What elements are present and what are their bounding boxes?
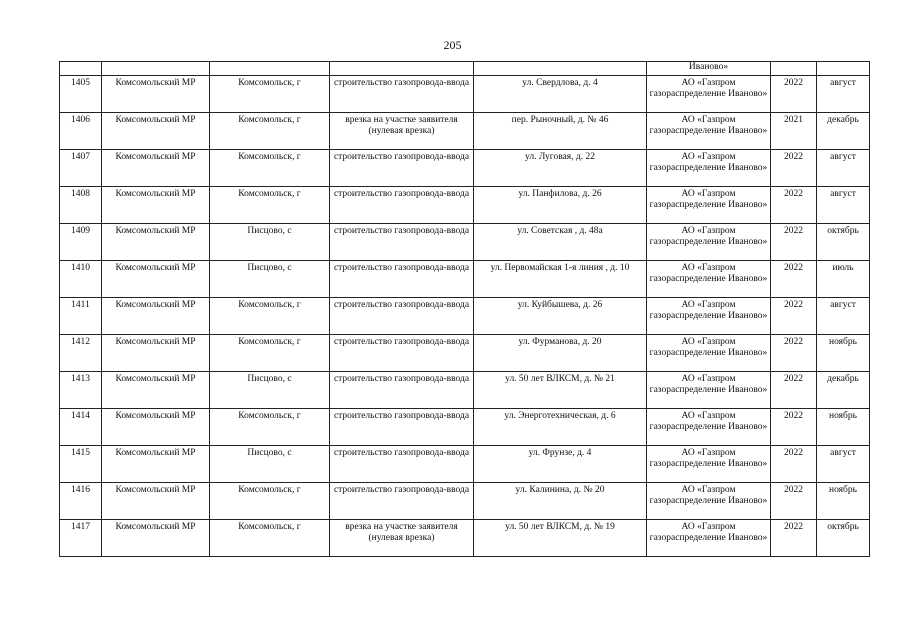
table-row [60, 483, 870, 520]
table-row [60, 446, 870, 483]
cell-organization: АО «Газпром газораспределение Иваново» [647, 298, 771, 335]
cell-organization: АО «Газпром газораспределение Иваново» [647, 187, 771, 224]
cell-year: 2022 [771, 76, 817, 113]
cell-district: Комсомольский МР [102, 224, 210, 261]
table-row [60, 113, 870, 150]
cell-district: Комсомольский МР [102, 409, 210, 446]
cell-work-type: строительство газопровода-ввода [330, 187, 474, 224]
cell-address [474, 62, 647, 76]
cell-locality: Писцово, с [210, 224, 330, 261]
cell-organization: АО «Газпром газораспределение Иваново» [647, 150, 771, 187]
cell-month: июль [817, 261, 870, 298]
cell-number: 1408 [60, 187, 102, 224]
cell-locality: Писцово, с [210, 446, 330, 483]
cell-year: 2022 [771, 261, 817, 298]
cell-month: ноябрь [817, 335, 870, 372]
cell-month: декабрь [817, 372, 870, 409]
cell-year: 2022 [771, 483, 817, 520]
continuation-row [60, 62, 870, 76]
table-row [60, 150, 870, 187]
cell-locality: Комсомольск, г [210, 187, 330, 224]
cell-year: 2022 [771, 187, 817, 224]
table-row [60, 187, 870, 224]
cell-organization: АО «Газпром газораспределение Иваново» [647, 113, 771, 150]
cell-locality: Комсомольск, г [210, 113, 330, 150]
cell-district: Комсомольский МР [102, 372, 210, 409]
cell-year: 2022 [771, 446, 817, 483]
cell-organization: Иваново» [647, 62, 771, 76]
cell-district: Комсомольский МР [102, 76, 210, 113]
cell-work-type: строительство газопровода-ввода [330, 483, 474, 520]
cell-number: 1415 [60, 446, 102, 483]
cell-number: 1409 [60, 224, 102, 261]
cell-address: ул. Фурманова, д. 20 [474, 335, 647, 372]
cell-locality: Комсомольск, г [210, 298, 330, 335]
cell-number: 1413 [60, 372, 102, 409]
cell-address: ул. Куйбышева, д. 26 [474, 298, 647, 335]
cell-number: 1417 [60, 520, 102, 557]
cell-month: август [817, 446, 870, 483]
cell-number: 1405 [60, 76, 102, 113]
cell-month: октябрь [817, 520, 870, 557]
cell-locality: Комсомольск, г [210, 150, 330, 187]
gasification-table [59, 61, 870, 557]
cell-address: ул. 50 лет ВЛКСМ, д. № 19 [474, 520, 647, 557]
cell-district: Комсомольский МР [102, 335, 210, 372]
cell-locality: Писцово, с [210, 372, 330, 409]
cell-address: ул. Свердлова, д. 4 [474, 76, 647, 113]
cell-organization: АО «Газпром газораспределение Иваново» [647, 483, 771, 520]
cell-work-type: врезка на участке заявителя (нулевая врезка) [330, 520, 474, 557]
cell-organization: АО «Газпром газораспределение Иваново» [647, 520, 771, 557]
table-row [60, 520, 870, 557]
cell-number: 1414 [60, 409, 102, 446]
cell-year: 2021 [771, 113, 817, 150]
cell-district: Комсомольский МР [102, 483, 210, 520]
table-row [60, 224, 870, 261]
cell-locality: Комсомольск, г [210, 483, 330, 520]
cell-address: ул. Фрунзе, д. 4 [474, 446, 647, 483]
cell-year: 2022 [771, 298, 817, 335]
cell-year: 2022 [771, 335, 817, 372]
cell-organization: АО «Газпром газораспределение Иваново» [647, 261, 771, 298]
cell-month: октябрь [817, 224, 870, 261]
cell-organization: АО «Газпром газораспределение Иваново» [647, 335, 771, 372]
table-row [60, 76, 870, 113]
table-row [60, 261, 870, 298]
cell-work-type: строительство газопровода-ввода [330, 446, 474, 483]
cell-locality [210, 62, 330, 76]
cell-organization: АО «Газпром газораспределение Иваново» [647, 446, 771, 483]
table-row [60, 298, 870, 335]
cell-district: Комсомольский МР [102, 150, 210, 187]
cell-locality: Комсомольск, г [210, 335, 330, 372]
cell-month: август [817, 187, 870, 224]
cell-month: ноябрь [817, 483, 870, 520]
cell-number: 1407 [60, 150, 102, 187]
cell-address: ул. Панфилова, д. 26 [474, 187, 647, 224]
cell-month: август [817, 76, 870, 113]
cell-work-type: строительство газопровода-ввода [330, 409, 474, 446]
cell-year: 2022 [771, 520, 817, 557]
cell-work-type: строительство газопровода-ввода [330, 150, 474, 187]
cell-organization: АО «Газпром газораспределение Иваново» [647, 76, 771, 113]
cell-number: 1411 [60, 298, 102, 335]
cell-month [817, 62, 870, 76]
cell-locality: Писцово, с [210, 261, 330, 298]
cell-district [102, 62, 210, 76]
cell-number [60, 62, 102, 76]
table-row [60, 409, 870, 446]
cell-address: ул. Энерготехническая, д. 6 [474, 409, 647, 446]
cell-organization: АО «Газпром газораспределение Иваново» [647, 372, 771, 409]
cell-address: ул. Калинина, д. № 20 [474, 483, 647, 520]
cell-organization: АО «Газпром газораспределение Иваново» [647, 409, 771, 446]
cell-year: 2022 [771, 224, 817, 261]
cell-district: Комсомольский МР [102, 113, 210, 150]
cell-month: август [817, 298, 870, 335]
cell-month: ноябрь [817, 409, 870, 446]
cell-work-type: врезка на участке заявителя (нулевая врезка) [330, 113, 474, 150]
cell-locality: Комсомольск, г [210, 520, 330, 557]
cell-district: Комсомольский МР [102, 187, 210, 224]
cell-address: ул. Советская , д. 48а [474, 224, 647, 261]
page-number: 205 [443, 38, 462, 52]
cell-locality: Комсомольск, г [210, 76, 330, 113]
cell-work-type: строительство газопровода-ввода [330, 224, 474, 261]
cell-address: ул. Первомайская 1-я линия , д. 10 [474, 261, 647, 298]
cell-address: ул. Луговая, д. 22 [474, 150, 647, 187]
cell-district: Комсомольский МР [102, 520, 210, 557]
cell-district: Комсомольский МР [102, 446, 210, 483]
cell-work-type: строительство газопровода-ввода [330, 76, 474, 113]
cell-organization: АО «Газпром газораспределение Иваново» [647, 224, 771, 261]
cell-work-type: строительство газопровода-ввода [330, 335, 474, 372]
cell-year: 2022 [771, 150, 817, 187]
cell-address: пер. Рыночный, д. № 46 [474, 113, 647, 150]
cell-work-type: строительство газопровода-ввода [330, 261, 474, 298]
cell-year: 2022 [771, 409, 817, 446]
table-row [60, 372, 870, 409]
cell-month: август [817, 150, 870, 187]
cell-number: 1416 [60, 483, 102, 520]
cell-year: 2022 [771, 372, 817, 409]
cell-number: 1406 [60, 113, 102, 150]
cell-district: Комсомольский МР [102, 261, 210, 298]
cell-work-type: строительство газопровода-ввода [330, 298, 474, 335]
cell-work-type [330, 62, 474, 76]
cell-address: ул. 50 лет ВЛКСМ, д. № 21 [474, 372, 647, 409]
cell-number: 1410 [60, 261, 102, 298]
cell-work-type: строительство газопровода-ввода [330, 372, 474, 409]
cell-locality: Комсомольск, г [210, 409, 330, 446]
table-row [60, 335, 870, 372]
cell-year [771, 62, 817, 76]
cell-number: 1412 [60, 335, 102, 372]
cell-district: Комсомольский МР [102, 298, 210, 335]
cell-month: декабрь [817, 113, 870, 150]
